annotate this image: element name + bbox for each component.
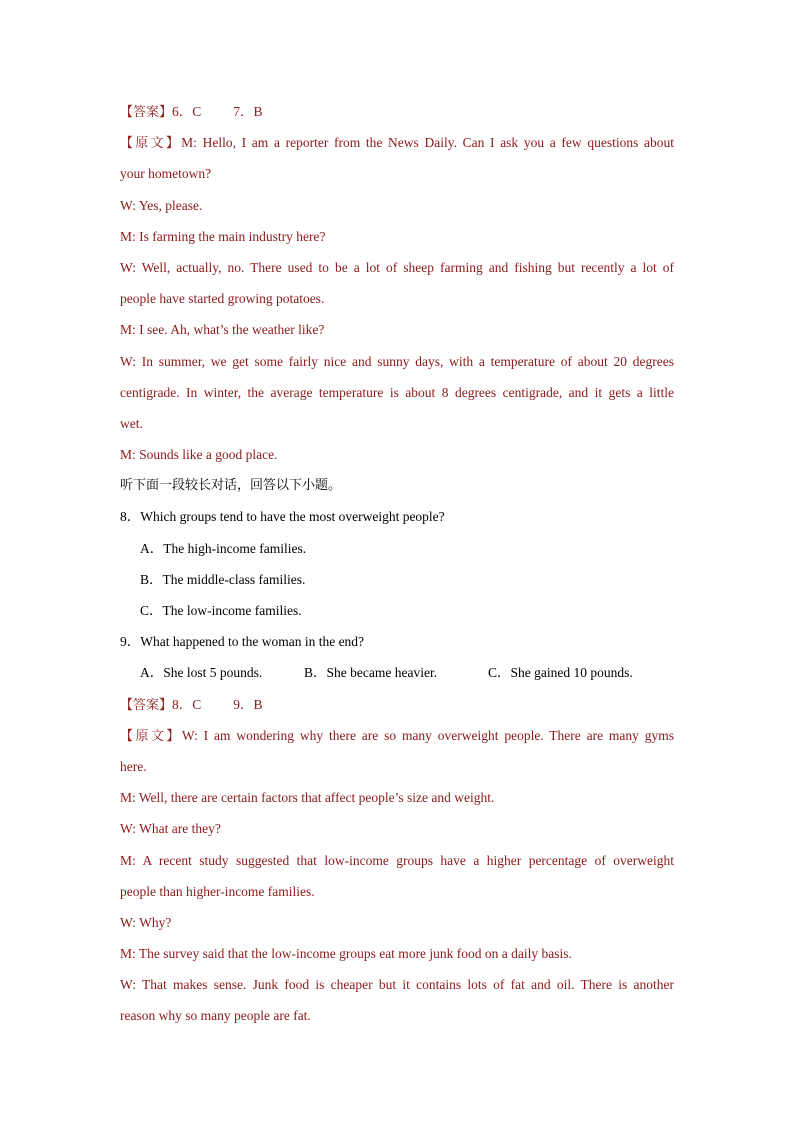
option-9b: B．She became heavier.: [304, 665, 438, 681]
answer-6: 6．C: [172, 104, 202, 119]
transcript-line: W: Yes, please.: [120, 197, 203, 213]
transcript-line: W: In summer, we get some fairly nice and sunny days, with a temperature of about 20 degrees: [120, 353, 674, 369]
option-9a: A．She lost 5 pounds.: [140, 665, 263, 681]
transcript-line: people have started growing potatoes.: [120, 291, 325, 307]
transcript-line: M: I see. Ah, what’s the weather like?: [120, 322, 325, 338]
option-8a: A．The high-income families.: [140, 540, 307, 556]
answer-tag: 【答案】: [120, 697, 173, 713]
option-8c: C．The low-income families.: [140, 603, 302, 618]
transcript-line: 【原文】M: Hello, I am a reporter from the News Daily. Can I ask you a few questions about: [120, 135, 674, 152]
transcript-line: M: A recent study suggested that low-income groups have a higher percentage of overweight: [120, 852, 674, 868]
original-tag: 【原文】: [120, 136, 182, 152]
transcript-line: 【原文】W: I am wondering why there are so many overweight people. There are many gyms: [120, 727, 674, 744]
question-8: 8．Which groups tend to have the most overweight people?: [120, 509, 445, 525]
transcript-line: here.: [120, 758, 147, 774]
answer-8: 8．C: [172, 696, 202, 712]
answer-tag: 【答案】: [120, 105, 173, 120]
transcript-line: M: Is farming the main industry here?: [120, 228, 326, 244]
question-9: 9．What happened to the woman in the end?: [120, 634, 365, 650]
answer-7: 7．B: [233, 104, 263, 119]
options-9: [120, 661, 674, 692]
option-8b: B．The middle-class families.: [140, 571, 306, 587]
transcript-line: M: Well, there are certain factors that affect people’s size and weight.: [120, 790, 495, 806]
original-tag: 【原文】: [120, 728, 182, 744]
instruction: 听下面一段较长对话，回答以下小题。: [120, 478, 342, 494]
transcript-line: W: Why?: [120, 914, 172, 930]
transcript-line: wet.: [120, 415, 143, 431]
transcript-line: M: Sounds like a good place.: [120, 447, 278, 463]
transcript-line: W: What are they?: [120, 821, 221, 837]
answer-line-2: [120, 693, 674, 724]
transcript-line: reason why so many people are fat.: [120, 1008, 311, 1024]
transcript-line: M: The survey said that the low-income groups eat more junk food on a daily basis.: [120, 946, 572, 962]
transcript-line: W: That makes sense. Junk food is cheaper but it contains lots of fat and oil. There is another: [120, 977, 674, 993]
answer-9: 9．B: [233, 696, 263, 712]
transcript-line: W: Well, actually, no. There used to be a lot of sheep farming and fishing but recently a lot of: [120, 259, 674, 275]
transcript-line: your hometown?: [120, 166, 212, 182]
answer-line-1: [120, 100, 674, 131]
transcript-line: people than higher-income families.: [120, 883, 315, 899]
transcript-line: centigrade. In winter, the average temperature is about 8 degrees centigrade, and it gets a little: [120, 384, 674, 400]
option-9c: C．She gained 10 pounds.: [488, 665, 633, 681]
